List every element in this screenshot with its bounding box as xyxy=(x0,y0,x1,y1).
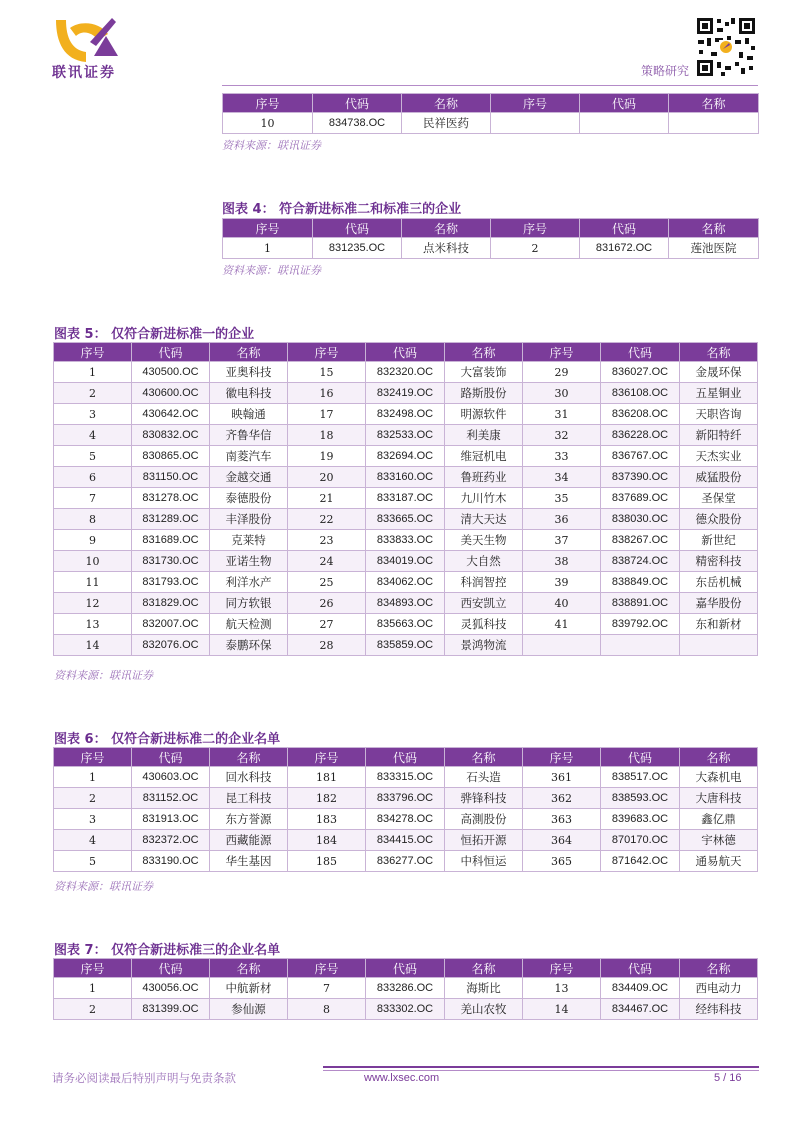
cell-index: 41 xyxy=(523,614,601,635)
cell-code: 839792.OC xyxy=(601,614,680,635)
cell-index: 28 xyxy=(288,635,366,656)
cell-code: 836277.OC xyxy=(366,851,445,872)
cell-code: 831150.OC xyxy=(132,467,210,488)
column-header: 名称 xyxy=(402,94,491,113)
cell-code: 832320.OC xyxy=(366,362,445,383)
cell-index: 3 xyxy=(54,809,132,830)
table-row xyxy=(54,404,758,425)
cell-index: 36 xyxy=(523,509,601,530)
cell-code: 838849.OC xyxy=(601,572,680,593)
cell-code: 834415.OC xyxy=(366,830,445,851)
cell-code: 833833.OC xyxy=(366,530,445,551)
column-header: 序号 xyxy=(288,748,366,767)
cell-index: 182 xyxy=(288,788,366,809)
cell-name: 亚奥科技 xyxy=(210,362,288,383)
cell-index: 364 xyxy=(523,830,601,851)
column-header: 名称 xyxy=(669,94,759,113)
table-row xyxy=(54,767,758,788)
table-row xyxy=(54,551,758,572)
cell-name: 精密科技 xyxy=(680,551,758,572)
table-header-row xyxy=(223,219,759,238)
cell-name: 回水科技 xyxy=(210,767,288,788)
cell-index: 362 xyxy=(523,788,601,809)
figure-7-title: 图表 7： 仅符合新进标准三的企业名单 xyxy=(54,943,281,958)
cell-name: 航天检测 xyxy=(210,614,288,635)
cell-code: 834409.OC xyxy=(601,978,680,999)
cell-name: 昆工科技 xyxy=(210,788,288,809)
cell-code: 830865.OC xyxy=(132,446,210,467)
cell-name: 骅锋科技 xyxy=(445,788,523,809)
cell-name: 西安凯立 xyxy=(445,593,523,614)
cell-index: 32 xyxy=(523,425,601,446)
cell-code: 832007.OC xyxy=(132,614,210,635)
cell-name: 通易航天 xyxy=(680,851,758,872)
column-header: 序号 xyxy=(288,959,366,978)
cell-index: 15 xyxy=(288,362,366,383)
cell-index: 5 xyxy=(54,851,132,872)
cell-code: 830832.OC xyxy=(132,425,210,446)
cell-index: 40 xyxy=(523,593,601,614)
cell-name: 圣保堂 xyxy=(680,488,758,509)
cell-code: 831235.OC xyxy=(313,238,402,259)
cell-name: 大自然 xyxy=(445,551,523,572)
cell-name: 灵狐科技 xyxy=(445,614,523,635)
cell-code: 831278.OC xyxy=(132,488,210,509)
footer-disclaimer: 请务必阅读最后特别声明与免责条款 xyxy=(52,1071,236,1085)
cell-name: 点米科技 xyxy=(402,238,491,259)
cell-code: 836108.OC xyxy=(601,383,680,404)
cell-index: 1 xyxy=(54,362,132,383)
column-header: 名称 xyxy=(680,343,758,362)
cell-index: 14 xyxy=(523,999,601,1020)
cell-name: 华生基因 xyxy=(210,851,288,872)
table-row xyxy=(54,851,758,872)
footer-divider xyxy=(323,1066,759,1068)
cell-index: 33 xyxy=(523,446,601,467)
cell-name: 鲁班药业 xyxy=(445,467,523,488)
cell-code: 833286.OC xyxy=(366,978,445,999)
cell-index: 30 xyxy=(523,383,601,404)
cell-name: 丰泽股份 xyxy=(210,509,288,530)
cell-index: 10 xyxy=(223,113,313,134)
cell-name: 金越交通 xyxy=(210,467,288,488)
cell-name: 德众股份 xyxy=(680,509,758,530)
column-header: 序号 xyxy=(223,94,313,113)
cell-index: 11 xyxy=(54,572,132,593)
cell-name: 海斯比 xyxy=(445,978,523,999)
cell-code: 430600.OC xyxy=(132,383,210,404)
cell-code: 832498.OC xyxy=(366,404,445,425)
cell-code: 832419.OC xyxy=(366,383,445,404)
cell-index: 2 xyxy=(54,999,132,1020)
cell-name: 经纬科技 xyxy=(680,999,758,1020)
cell-code: 838593.OC xyxy=(601,788,680,809)
cell-index: 26 xyxy=(288,593,366,614)
cell-name: 东方誉源 xyxy=(210,809,288,830)
cell-code: 831689.OC xyxy=(132,530,210,551)
cell-index: 16 xyxy=(288,383,366,404)
cell-name: 天杰实业 xyxy=(680,446,758,467)
cell-code: 870170.OC xyxy=(601,830,680,851)
source-note: 资料来源：联讯证券 xyxy=(222,264,321,277)
column-header: 名称 xyxy=(402,219,491,238)
column-header: 代码 xyxy=(132,748,210,767)
cell-index: 25 xyxy=(288,572,366,593)
source-note: 资料来源：联讯证券 xyxy=(54,669,153,682)
cell-code: 831730.OC xyxy=(132,551,210,572)
cell-name: 景鸿物流 xyxy=(445,635,523,656)
cell-name: 路斯股份 xyxy=(445,383,523,404)
cell-index: 1 xyxy=(223,238,313,259)
cell-code: 833160.OC xyxy=(366,467,445,488)
cell-name: 大富装饰 xyxy=(445,362,523,383)
cell-index: 2 xyxy=(54,788,132,809)
cell-index: 23 xyxy=(288,530,366,551)
cell-name: 科润智控 xyxy=(445,572,523,593)
qr-code-icon xyxy=(695,16,757,78)
cell-name: 南菱汽车 xyxy=(210,446,288,467)
cell-index: 10 xyxy=(54,551,132,572)
table-row xyxy=(54,467,758,488)
cell-code: 838891.OC xyxy=(601,593,680,614)
cell-name: 泰鹏环保 xyxy=(210,635,288,656)
cell-index: 2 xyxy=(54,383,132,404)
cell-index: 1 xyxy=(54,767,132,788)
cell-index: 35 xyxy=(523,488,601,509)
table-header-row xyxy=(54,343,758,362)
cell-code: 871642.OC xyxy=(601,851,680,872)
cell-index: 8 xyxy=(288,999,366,1020)
cell-index: 2 xyxy=(491,238,580,259)
cell-index: 18 xyxy=(288,425,366,446)
cell-code: 833315.OC xyxy=(366,767,445,788)
cell-code: 831672.OC xyxy=(580,238,669,259)
cell-code: 834062.OC xyxy=(366,572,445,593)
cell-code: 831793.OC xyxy=(132,572,210,593)
cell-name: 威猛股份 xyxy=(680,467,758,488)
source-note: 资料来源：联讯证券 xyxy=(222,139,321,152)
column-header: 代码 xyxy=(132,959,210,978)
figure-5-table xyxy=(53,342,758,656)
table-row xyxy=(54,809,758,830)
column-header: 序号 xyxy=(523,959,601,978)
cell-code: 834019.OC xyxy=(366,551,445,572)
cell-code: 831399.OC xyxy=(132,999,210,1020)
column-header: 名称 xyxy=(210,959,288,978)
cell-index: 3 xyxy=(54,404,132,425)
cell-name: 美天生物 xyxy=(445,530,523,551)
cell-index: 6 xyxy=(54,467,132,488)
cell-code: 831829.OC xyxy=(132,593,210,614)
cell-index: 183 xyxy=(288,809,366,830)
cell-code: 833302.OC xyxy=(366,999,445,1020)
cell-name: 嘉华股份 xyxy=(680,593,758,614)
continued-table xyxy=(222,93,759,134)
cell-name: 克莱特 xyxy=(210,530,288,551)
cell-name: 东和新材 xyxy=(680,614,758,635)
column-header: 代码 xyxy=(601,343,680,362)
column-header: 代码 xyxy=(313,219,402,238)
cell-index: 34 xyxy=(523,467,601,488)
cell-name: 大唐科技 xyxy=(680,788,758,809)
cell-code: 430603.OC xyxy=(132,767,210,788)
column-header: 代码 xyxy=(366,748,445,767)
cell-index: 39 xyxy=(523,572,601,593)
cell-code: 831913.OC xyxy=(132,809,210,830)
cell-index: 17 xyxy=(288,404,366,425)
table-row xyxy=(54,509,758,530)
column-header: 序号 xyxy=(223,219,313,238)
cell-index: 361 xyxy=(523,767,601,788)
footer-divider-thin xyxy=(323,1070,759,1071)
cell-code: 836228.OC xyxy=(601,425,680,446)
cell-index: 185 xyxy=(288,851,366,872)
cell-code: 838267.OC xyxy=(601,530,680,551)
cell-index: 27 xyxy=(288,614,366,635)
cell-code: 833796.OC xyxy=(366,788,445,809)
table-header-row xyxy=(223,94,759,113)
column-header: 名称 xyxy=(210,343,288,362)
cell-name: 莲池医院 xyxy=(669,238,759,259)
cell-name: 高測股份 xyxy=(445,809,523,830)
cell-code: 838724.OC xyxy=(601,551,680,572)
cell-code: 838517.OC xyxy=(601,767,680,788)
cell-code: 834893.OC xyxy=(366,593,445,614)
table-row xyxy=(223,238,759,259)
column-header: 序号 xyxy=(491,94,580,113)
figure-6-title: 图表 6： 仅符合新进标准二的企业名单 xyxy=(54,732,281,747)
column-header: 序号 xyxy=(54,343,132,362)
column-header: 序号 xyxy=(54,748,132,767)
column-header: 代码 xyxy=(313,94,402,113)
source-note: 资料来源：联讯证券 xyxy=(54,880,153,893)
column-header: 名称 xyxy=(210,748,288,767)
cell-code: 832076.OC xyxy=(132,635,210,656)
cell-code: 836767.OC xyxy=(601,446,680,467)
cell-index: 5 xyxy=(54,446,132,467)
cell-index: 9 xyxy=(54,530,132,551)
cell-code xyxy=(601,635,680,656)
table-row xyxy=(54,978,758,999)
figure-4-title: 图表 4： 符合新进标准二和标准三的企业 xyxy=(222,202,462,217)
cell-name: 大森机电 xyxy=(680,767,758,788)
table-row xyxy=(54,830,758,851)
cell-name: 东岳机械 xyxy=(680,572,758,593)
cell-index: 29 xyxy=(523,362,601,383)
cell-name: 天职咨询 xyxy=(680,404,758,425)
cell-name: 利洋水产 xyxy=(210,572,288,593)
column-header: 代码 xyxy=(601,748,680,767)
column-header: 名称 xyxy=(445,343,523,362)
cell-code: 831289.OC xyxy=(132,509,210,530)
table-row xyxy=(54,362,758,383)
table-row xyxy=(54,788,758,809)
cell-index: 22 xyxy=(288,509,366,530)
cell-name: 利美康 xyxy=(445,425,523,446)
cell-code xyxy=(580,113,669,134)
column-header: 序号 xyxy=(54,959,132,978)
cell-name: 徽电科技 xyxy=(210,383,288,404)
figure-4-table xyxy=(222,218,759,259)
cell-code: 430500.OC xyxy=(132,362,210,383)
cell-code: 833665.OC xyxy=(366,509,445,530)
header-divider xyxy=(222,85,758,86)
column-header: 序号 xyxy=(523,343,601,362)
cell-index: 13 xyxy=(523,978,601,999)
cell-code: 835859.OC xyxy=(366,635,445,656)
cell-index: 4 xyxy=(54,830,132,851)
cell-name: 映翰通 xyxy=(210,404,288,425)
cell-name: 维冠机电 xyxy=(445,446,523,467)
cell-code: 833187.OC xyxy=(366,488,445,509)
figure-7-table xyxy=(53,958,758,1020)
table-row xyxy=(54,425,758,446)
cell-code: 836027.OC xyxy=(601,362,680,383)
column-header: 序号 xyxy=(523,748,601,767)
cell-name: 亚诺生物 xyxy=(210,551,288,572)
cell-index: 13 xyxy=(54,614,132,635)
cell-index: 12 xyxy=(54,593,132,614)
cell-code: 834278.OC xyxy=(366,809,445,830)
cell-name: 参仙源 xyxy=(210,999,288,1020)
cell-name: 羌山农牧 xyxy=(445,999,523,1020)
column-header: 序号 xyxy=(491,219,580,238)
cell-name xyxy=(669,113,759,134)
cell-name: 同方软银 xyxy=(210,593,288,614)
cell-name: 明源软件 xyxy=(445,404,523,425)
cell-name: 民祥医药 xyxy=(402,113,491,134)
column-header: 代码 xyxy=(366,959,445,978)
cell-index: 38 xyxy=(523,551,601,572)
cell-code: 837689.OC xyxy=(601,488,680,509)
cell-index: 7 xyxy=(288,978,366,999)
cell-code: 831152.OC xyxy=(132,788,210,809)
column-header: 代码 xyxy=(132,343,210,362)
cell-index: 21 xyxy=(288,488,366,509)
cell-name: 齐鲁华信 xyxy=(210,425,288,446)
column-header: 名称 xyxy=(680,748,758,767)
table-row xyxy=(54,572,758,593)
column-header: 代码 xyxy=(580,94,669,113)
cell-name: 新世纪 xyxy=(680,530,758,551)
column-header: 序号 xyxy=(288,343,366,362)
cell-code: 832694.OC xyxy=(366,446,445,467)
table-row xyxy=(54,999,758,1020)
cell-index: 24 xyxy=(288,551,366,572)
cell-name: 新阳特纤 xyxy=(680,425,758,446)
column-header: 名称 xyxy=(445,959,523,978)
table-row xyxy=(54,488,758,509)
column-header: 代码 xyxy=(580,219,669,238)
column-header: 名称 xyxy=(669,219,759,238)
column-header: 代码 xyxy=(366,343,445,362)
cell-code: 839683.OC xyxy=(601,809,680,830)
footer-url-link[interactable]: www.lxsec.com xyxy=(364,1072,440,1084)
cell-name: 中科恒运 xyxy=(445,851,523,872)
cell-index: 37 xyxy=(523,530,601,551)
cell-code: 834467.OC xyxy=(601,999,680,1020)
figure-6-table xyxy=(53,747,758,872)
cell-name: 九川竹木 xyxy=(445,488,523,509)
cell-code: 832372.OC xyxy=(132,830,210,851)
cell-index: 4 xyxy=(54,425,132,446)
column-header: 名称 xyxy=(680,959,758,978)
page-number: 5 / 16 xyxy=(714,1072,742,1084)
cell-code: 833190.OC xyxy=(132,851,210,872)
table-row xyxy=(54,530,758,551)
cell-code: 837390.OC xyxy=(601,467,680,488)
table-row xyxy=(54,593,758,614)
cell-index: 181 xyxy=(288,767,366,788)
cell-index: 19 xyxy=(288,446,366,467)
cell-name: 西电动力 xyxy=(680,978,758,999)
cell-index: 363 xyxy=(523,809,601,830)
cell-code: 838030.OC xyxy=(601,509,680,530)
report-category: 策略研究 xyxy=(641,64,690,78)
cell-name: 恒拓开源 xyxy=(445,830,523,851)
cell-name xyxy=(680,635,758,656)
column-header: 代码 xyxy=(601,959,680,978)
cell-name: 宇林德 xyxy=(680,830,758,851)
cell-index: 8 xyxy=(54,509,132,530)
cell-name: 石头造 xyxy=(445,767,523,788)
cell-code: 835663.OC xyxy=(366,614,445,635)
cell-index: 365 xyxy=(523,851,601,872)
cell-index: 7 xyxy=(54,488,132,509)
cell-index: 20 xyxy=(288,467,366,488)
cell-name: 鑫亿鼎 xyxy=(680,809,758,830)
cell-index: 14 xyxy=(54,635,132,656)
cell-name: 五星铜业 xyxy=(680,383,758,404)
cell-name: 中航新材 xyxy=(210,978,288,999)
cell-index xyxy=(523,635,601,656)
cell-code: 836208.OC xyxy=(601,404,680,425)
cell-code: 832533.OC xyxy=(366,425,445,446)
cell-code: 834738.OC xyxy=(313,113,402,134)
table-row xyxy=(54,446,758,467)
cell-name: 西藏能源 xyxy=(210,830,288,851)
column-header: 名称 xyxy=(445,748,523,767)
table-header-row xyxy=(54,748,758,767)
cell-index: 184 xyxy=(288,830,366,851)
page-header xyxy=(0,0,794,90)
figure-5-title: 图表 5： 仅符合新进标准一的企业 xyxy=(54,327,255,342)
cell-name: 清大天达 xyxy=(445,509,523,530)
cell-index xyxy=(491,113,580,134)
table-row xyxy=(54,383,758,404)
brand-name: 联讯证券 xyxy=(52,65,116,81)
cell-index: 1 xyxy=(54,978,132,999)
cell-index: 31 xyxy=(523,404,601,425)
cell-code: 430056.OC xyxy=(132,978,210,999)
cell-code: 430642.OC xyxy=(132,404,210,425)
table-row xyxy=(54,614,758,635)
table-row xyxy=(223,113,759,134)
cell-name: 泰德股份 xyxy=(210,488,288,509)
cell-name: 金晟环保 xyxy=(680,362,758,383)
table-header-row xyxy=(54,959,758,978)
table-row xyxy=(54,635,758,656)
